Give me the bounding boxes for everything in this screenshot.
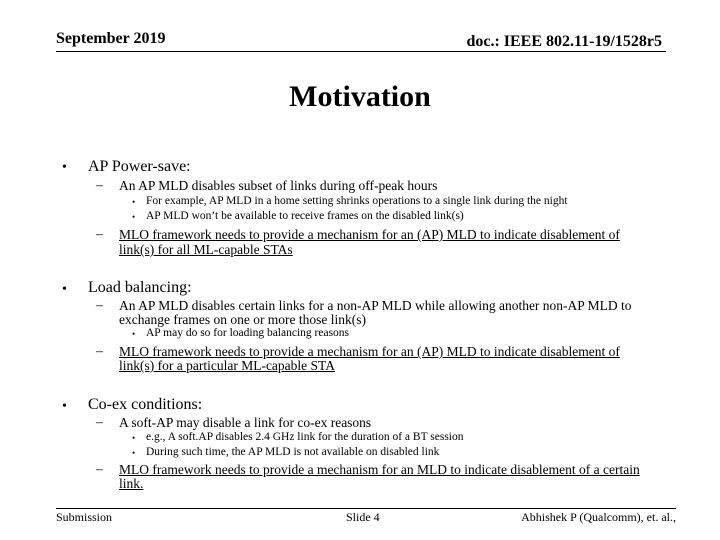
requirement-text: link. [119,476,144,491]
sub-bullet-text: An AP MLD disables certain links for a non-AP MLD while allowing another non-AP MLD to [119,298,632,313]
section-heading-coex-conditions: Co-ex conditions: [88,396,203,413]
bullet-mark: • [62,399,67,414]
dash-mark: – [96,462,103,477]
slide-title: Motivation [289,80,431,113]
header-date: September 2019 [56,30,166,47]
bullet-mark: • [62,282,67,297]
bullet-mark: • [132,212,136,222]
sub-bullet-text: An AP MLD disables subset of links during off-peak hours [119,178,438,193]
requirement-text: MLO framework needs to provide a mechanism for an MLD to indicate disablement of a certain [119,462,640,477]
requirement-text: link(s) for a particular ML-capable STA [119,358,335,373]
requirement-text: link(s) for all ML-capable STAs [119,242,293,257]
bullet-mark: • [132,197,136,207]
dash-mark: – [96,227,103,242]
section-heading-ap-power-save: AP Power-save: [88,158,191,175]
requirement-text: MLO framework needs to provide a mechanism for an (AP) MLD to indicate disablement of [119,344,620,359]
detail-bullet-text: AP MLD won’t be available to receive frames on the disabled link(s) [146,210,464,222]
footer-author: Abhishek P (Qualcomm), et. al., [521,510,676,524]
dash-mark: – [96,178,103,193]
detail-bullet-text: AP may do so for loading balancing reasons [146,327,350,339]
requirement-text: MLO framework needs to provide a mechanism for an (AP) MLD to indicate disablement of [119,227,620,242]
bullet-mark: • [132,433,136,443]
bullet-mark: • [132,329,136,339]
footer-rule [56,508,676,509]
footer-slide-number: Slide 4 [346,510,380,524]
detail-bullet-text: e.g., A soft.AP disables 2.4 GHz link for the duration of a BT session [146,431,464,443]
footer-submission: Submission [56,510,113,524]
detail-bullet-text: For example, AP MLD in a home setting shrinks operations to a single link during the night [146,195,568,207]
dash-mark: – [96,298,103,313]
header-doc-id: doc.: IEEE 802.11-19/1528r5 [466,33,662,50]
dash-mark: – [96,415,103,430]
section-heading-load-balancing: Load balancing: [88,279,192,296]
bullet-mark: • [62,160,67,175]
sub-bullet-text: A soft-AP may disable a link for co-ex reasons [119,415,372,430]
dash-mark: – [96,344,103,359]
bullet-mark: • [132,448,136,458]
sub-bullet-text: exchange frames on one or more those link(s) [119,312,367,327]
detail-bullet-text: During such time, the AP MLD is not available on disabled link [146,446,440,458]
header-rule [56,51,666,52]
